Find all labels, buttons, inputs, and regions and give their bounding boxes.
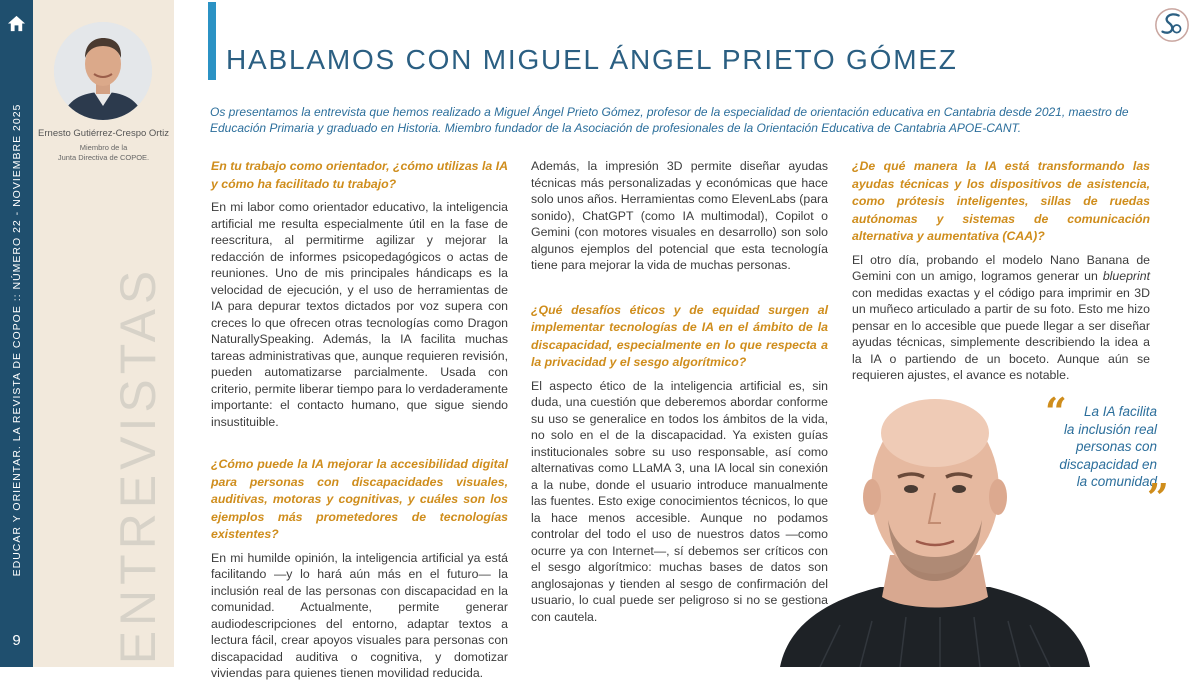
answer-paragraph: En mi humilde opinión, la inteligencia artificial ya está facilitando —y lo hará aún más en el futuro— la inclusión real de las personas con discapacidad en la comunidad. Actualmente, permite generar audiodescripciones del entorno, adaptar textos a lectura fácil, crear apoyos visuales para personas con discapacidad auditiva o cognitiva, y domotizar viviendas para quienes tienen movilidad reducida.	[211, 550, 508, 680]
author-sidebar	[33, 0, 174, 667]
question: ¿Cómo puede la IA mejorar la accesibilidad digital para personas con discapacidades visuales, auditivas, motoras y cognitivas, y cuáles son los ejemplos más prometedores de tecnologías existentes?	[211, 457, 508, 541]
journal-vertical-label: EDUCAR Y ORIENTAR. LA REVISTA DE COPOE :: NÚMERO 22 - NOVIEMBRE 2025	[11, 103, 23, 577]
answer-emphasis: blueprint	[1102, 269, 1150, 283]
section-label: ENTREVISTAS	[110, 265, 166, 665]
author-name: Ernesto Gutiérrez-Crespo Ortiz	[38, 128, 169, 139]
author-portrait-illustration	[54, 22, 152, 120]
spacer	[211, 430, 508, 456]
article-title: HABLAMOS CON MIGUEL ÁNGEL PRIETO GÓMEZ	[226, 44, 958, 75]
column-1	[211, 158, 508, 682]
left-nav-bar	[0, 0, 33, 667]
spacer	[531, 274, 828, 302]
author-role-line: Miembro de la	[79, 143, 128, 152]
pull-quote-line: discapacidad en	[1059, 456, 1157, 472]
question: ¿Qué desafíos éticos y de equidad surgen al implementar tecnologías de IA en el ámbito de la discapacidad, especialmente en lo que respecta a la privacidad y el sesgo algorítmico?	[531, 302, 828, 369]
pull-quote-text	[1027, 403, 1157, 491]
title-accent-bar	[208, 2, 216, 80]
pull-quote-line: La IA facilita	[1083, 404, 1157, 419]
home-icon[interactable]	[7, 14, 26, 33]
answer-paragraph: El aspecto ético de la inteligencia artificial es, sin duda, una cuestión que deberemos abordar conforme su uso se generalice en todos los ámbitos de la vida, no solo en el de la discapacidad. Ya existen guías institucionales sobre su uso responsable, así como alternativas como LLaMA 3, una IA local sin conexión a la nube, donde el usuario introduce manualmente las fuentes. Esto exige conocimientos técnicos, lo que la hace menos accesible. Aunque no podamos controlar del todo el uso de nuestros datos —como ocurre ya con Internet—, sí debemos ser críticos con el sesgo algorítmico: muchas bases de datos son anglosajonas y tienden al sesgo de confirmación del usuario, lo cual puede ser peligroso si no se gestiona con cautela.	[531, 378, 828, 624]
question: En tu trabajo como orientador, ¿cómo utilizas la IA y cómo ha facilitado tu trabajo?	[211, 159, 508, 191]
close-quote-icon: ”	[1147, 475, 1169, 520]
pull-quote-line: la inclusión real	[1063, 421, 1157, 437]
pull-quote	[1045, 389, 1169, 520]
pull-quote-line: la comunidad	[1076, 474, 1157, 489]
pull-quote-line: personas con	[1075, 439, 1157, 454]
question: ¿De qué manera la IA está transformando las ayudas técnicas y los dispositivos de asistencia, como prótesis inteligentes, sillas de ruedas autónomas y sistemas de comunicación alternativa y aumentativa (CAA)?	[852, 159, 1150, 243]
answer-text: El otro día, probando el modelo Nano Banana de Gemini con un amigo, logramos generar un	[852, 252, 1150, 283]
page-number: 9	[12, 632, 21, 649]
author-role	[41, 143, 166, 163]
author-avatar	[54, 22, 152, 120]
answer-paragraph	[852, 252, 1150, 384]
answer-paragraph: En mi labor como orientador educativo, la inteligencia artificial me resulta especialmente útil en la fase de reescritura, al permitirme agilizar y mejorar la redacción de informes psicopedagógicos o actas de reuniones. Uno de mis principales hándicaps es la velocidad de ejecución, y el uso de herramientas de IA para depurar textos dictados por voz supera con creces lo que ofrecen otras tecnologías como Dragon NaturallySpeaking. Además, la IA facilita muchas tareas administrativas que, aunque requieren revisión, pueden automatizarse parcialmente. Usada con criterio, permite liberar tiempo para lo verdaderamente importante: el contacto humano, que sigue siendo insustituible.	[211, 200, 508, 429]
column-3	[852, 158, 1150, 384]
copoe-logo	[1153, 6, 1191, 44]
answer-paragraph: Además, la impresión 3D permite diseñar ayudas técnicas más personalizadas y económicas que hace solo unos años. Herramientas como ElevenLabs (para sonido), ChatGPT (como IA multimodal), Copilot o Gemini (con motores visuales en desarrollo) son solo algunos ejemplos del potencial que esta tecnología tiene para mejorar la vida de muchas personas.	[531, 159, 828, 272]
author-role-line: Junta Directiva de COPOE.	[57, 153, 150, 162]
open-quote-icon: “	[1045, 389, 1067, 434]
answer-text: con medidas exactas y el código para imprimir en 3D un muñeco articulado a partir de su foto. Esto me hizo pensar en lo accesible que puede llegar a ser diseñar ayudas técnicas, simplemente describiendo la idea a la IA o partiendo de un boceto. Aunque aún se requieren ajustes, el avance es notable.	[852, 285, 1150, 382]
intro-paragraph: Os presentamos la entrevista que hemos realizado a Miguel Ángel Prieto Gómez, profesor de la especialidad de orientación educativa en Cantabria desde 2021, maestro de Educación Primaria y graduado en Historia. Miembro fundador de la Asociación de profesionales de la Orientación Educativa de Cantabria APOE-CANT.	[210, 105, 1129, 135]
